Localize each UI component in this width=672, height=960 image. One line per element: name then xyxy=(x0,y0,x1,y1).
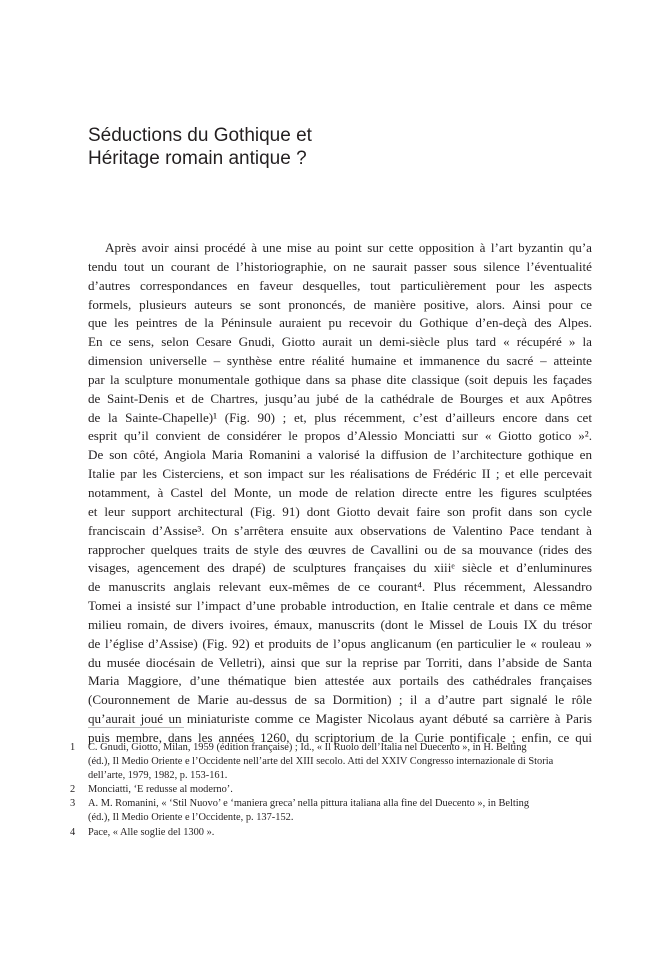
heading-line-2: Héritage romain antique ? xyxy=(88,147,307,169)
body-line: milieu romain, de divers ivoires, émaux, manuscrits (dont le Missel de Louis IX du trésor xyxy=(88,616,592,632)
body-line: En ce sens, selon Cesare Gnudi, Giotto aurait un demi-siècle plus tard « récupéré » la xyxy=(88,334,592,350)
footnote xyxy=(70,783,630,797)
page xyxy=(70,0,592,960)
footnote-number: 4 xyxy=(70,826,76,838)
body-line: notamment, à Castel del Monte, un mode de relation directe entre les figures sculptées xyxy=(88,484,592,500)
body-line: de la Sainte-Chapelle)¹ (Fig. 90) ; et, plus récemment, c’est d’ailleurs encore dans cet xyxy=(88,409,592,425)
body-line: qu’aurait joué un miniaturiste comme ce Magister Nicolaus ayant débuté sa carrière à Paris xyxy=(88,711,592,727)
heading-line-1: Séductions du Gothique et xyxy=(88,124,312,146)
body-paragraph xyxy=(88,239,592,748)
footnote xyxy=(70,797,630,825)
footnote xyxy=(70,741,630,783)
body-line: Maria Maggiore, d’une thématique bien attestée aux portails des cathédrales françaises xyxy=(88,673,592,689)
body-line: de manuscrits anglais relevant eux-mêmes de ce courant⁴. Plus récemment, Alessandro xyxy=(88,579,592,595)
body-line: esprit qu’il convient de considérer le propos d’Alessio Monciatti sur « Giotto gotico »². xyxy=(88,428,592,444)
body-line: formels, plusieurs auteurs se sont prononcés, de manière positive, alors. Ainsi pour ce xyxy=(88,296,592,312)
body-line: que les peintres de la Péninsule auraient pu recevoir du Gothique d’en-deçà des Alpes. xyxy=(88,315,592,331)
footnote-line: dell’arte, 1979, 1982, p. 153-161. xyxy=(88,770,228,782)
body-line: par la sculpture monumentale gothique dans sa phase dite classique (soit depuis les façades xyxy=(88,371,592,387)
footnote-line: A. M. Romanini, « ‘Stil Nuovo’ e ‘maniera greca’ nella pittura italiana alla fine del Duecento », in Belting xyxy=(88,798,530,810)
body-line: visages, agencement des drapé) de sculptures françaises du xiiiᵉ siècle et d’enluminures xyxy=(88,560,592,576)
body-line: puis membre, dans les années 1260, du scriptorium de la Curie pontificale ; enfin, ce qui xyxy=(88,729,592,745)
section-heading xyxy=(88,124,592,170)
body-line: tendu tout un courant de l’historiographie, on ne saurait passer sous silence l’éventualité xyxy=(88,258,592,274)
body-line: Italie par les Cisterciens, et son impact sur les réalisations de Frédéric II ; et elle percevait xyxy=(88,466,592,482)
footnote-text xyxy=(88,741,630,783)
footnote-line: (éd.), Il Medio Oriente e l’Occidente nell’arte del XIII secolo. Atti del XXIV Congresso internazionale di Storia xyxy=(88,756,554,768)
body-line: d’autres correspondances en faveur desquelles, tout particulièrement pour les aspects xyxy=(88,277,592,293)
body-line: (Couronnement de Marie au-dessus de sa Dormition) ; il a d’autre part signalé le rôle xyxy=(88,692,592,708)
footnote-number: 1 xyxy=(70,742,76,753)
footnote-text xyxy=(88,797,630,825)
footnote-line: Monciatti, ‘E redusse al moderno’. xyxy=(88,784,233,796)
body-line: rapprocher quelques traits de style des œuvres de Cavallini ou de sa mouvance (rides des xyxy=(88,541,592,557)
footnote-number: 3 xyxy=(70,798,76,810)
body-line: et leur support architectural (Fig. 91) dont Giotto devait faire son profit dans son cycle xyxy=(88,503,592,519)
footnote-line: Pace, « Alle soglie del 1300 ». xyxy=(88,826,215,838)
body-line: De son côté, Angiola Maria Romanini a valorisé la diffusion de l’architecture gothique en xyxy=(88,447,592,463)
body-line: du musée diocésain de Velletri), ainsi que sur la reprise par Torriti, dans l’abside de Santa xyxy=(88,654,592,670)
footnote-separator xyxy=(88,727,184,728)
footnote-number: 2 xyxy=(70,784,76,796)
footnote-line: C. Gnudi, Giotto, Milan, 1959 (édition française) ; Id., « Il Ruolo dell’Italia nel Duecento », in H. Belting xyxy=(88,742,527,753)
footnote-text xyxy=(88,826,630,840)
body-line: dimension universelle – synthèse entre réalité humaine et immanence du sacré – atteinte xyxy=(88,353,592,369)
body-line: franciscain d’Assise³. On s’arrêtera ensuite aux observations de Valentino Pace tendant à xyxy=(88,522,592,538)
body-line: Tomei a insisté sur l’impact d’une probable introduction, en Italie centrale et dans ce même xyxy=(88,598,592,614)
body-line: de l’église d’Assise) (Fig. 92) et produits de l’opus anglicanum (en particulier le « rouleau » xyxy=(88,635,592,651)
footnotes xyxy=(70,741,630,840)
footnote-line: (éd.), Il Medio Oriente e l’Occidente, p. 137-152. xyxy=(88,812,294,824)
footnote-text xyxy=(88,783,630,797)
footnote xyxy=(70,826,630,840)
body-line: Après avoir ainsi procédé à une mise au point sur cette opposition à l’art byzantin qu’a xyxy=(105,240,592,255)
body-line: de Saint-Denis et de Chartres, jusqu’au jubé de la cathédrale de Bourges et aux Apôtres xyxy=(88,390,592,406)
